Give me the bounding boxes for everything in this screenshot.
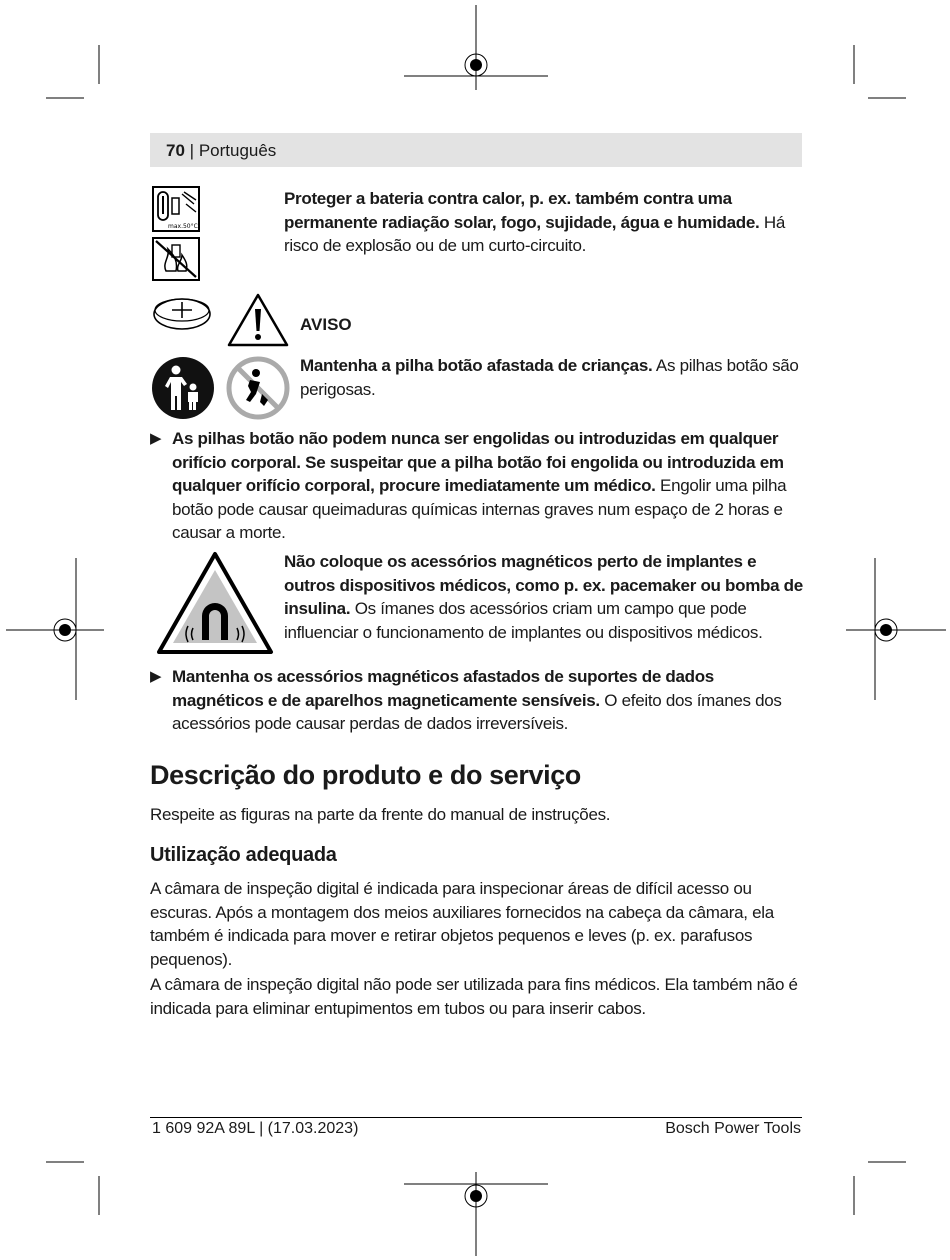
intended-use-paragraph-2: A câmara de inspeção digital não pode ser utilizada para fins médicos. Ela também não é indicada para eliminar entupimentos em tubos ou para inserir cabos.: [150, 975, 798, 1018]
section-intro: Respeite as figuras na parte da frente do manual de instruções.: [150, 805, 611, 824]
magnetic-data-warning-text: [172, 665, 807, 736]
footer-brand: Bosch Power Tools: [665, 1120, 801, 1137]
footer-rule: [150, 1117, 802, 1118]
subsection-title: Utilização adequada: [150, 844, 337, 866]
button-cell-icon: [152, 297, 212, 331]
intended-use-paragraph-1: A câmara de inspeção digital é indicada para inspecionar áreas de difícil acesso ou escuras. Após a montagem dos meios auxiliares fornecidos na cabeça da câmara, ela também é indicada para mover e retirar objetos pequenos e leves (p. ex. parafusos pequenos).: [150, 879, 774, 969]
no-swallow-icon: [226, 356, 290, 420]
magnet-warning-text: [284, 550, 806, 644]
magnetic-data-warning-bold: Mantenha os acessórios magnéticos afastados de suportes de dados magnéticos e de aparelhos magneticamente sensíveis.: [172, 667, 714, 710]
header-language: Português: [198, 141, 277, 160]
heat-warning-normal: Há risco de explosão ou de um curto-circuito.: [284, 212, 785, 255]
no-fire-water-icon: [152, 237, 200, 281]
button-cell-warning-normal: As pilhas botão são perigosas.: [300, 356, 799, 399]
page-number: 70: [166, 141, 185, 160]
heat-warning-bold: Proteger a bateria contra calor, p. ex. também contra uma permanente radiação solar, fogo, sujidade, água e humidade.: [284, 189, 760, 232]
warning-title: AVISO: [300, 315, 352, 334]
temperature-icon: [152, 186, 200, 232]
footer-doc-ref: 1 609 92A 89L | (17.03.2023): [152, 1120, 359, 1137]
button-cell-warning-bold: Mantenha a pilha botão afastada de crianças.: [300, 356, 653, 375]
magnet-warning-bold: Não coloque os acessórios magnéticos perto de implantes e outros dispositivos médicos, como p. ex. pacemaker ou bomba de insulina.: [284, 552, 803, 618]
header-separator: |: [189, 141, 195, 160]
swallow-warning-normal: Engolir uma pilha botão pode causar queimaduras químicas internas graves num espaço de 2 horas e causar a morte.: [172, 476, 787, 542]
warning-triangle-icon: [226, 292, 290, 348]
temperature-label: max.50°C: [168, 223, 198, 230]
magnet-warning-icon: [155, 550, 275, 656]
heat-warning-text: [284, 187, 804, 258]
bullet-icon: ▶: [150, 430, 162, 447]
section-title: Descrição do produto e do serviço: [150, 760, 581, 790]
header-text: [166, 141, 276, 161]
button-cell-warning-text: [300, 354, 810, 401]
keep-away-from-children-icon: [151, 356, 215, 420]
swallow-warning-text: [172, 427, 807, 545]
magnetic-data-warning-normal: O efeito dos ímanes dos acessórios pode causar perdas de dados irreversíveis.: [172, 690, 782, 733]
swallow-warning-bold: As pilhas botão não podem nunca ser engolidas ou introduzidas em qualquer orifício corporal. Se suspeitar que a pilha botão foi engolida ou introduzida em qualquer orifício corporal, procure imediatamente um médico.: [172, 429, 784, 495]
page-header: [150, 133, 802, 167]
magnet-warning-normal: Os ímanes dos acessórios criam um campo que pode influenciar o funcionamento de implantes ou dispositivos médicos.: [284, 599, 763, 642]
bullet-icon: ▶: [150, 668, 162, 685]
